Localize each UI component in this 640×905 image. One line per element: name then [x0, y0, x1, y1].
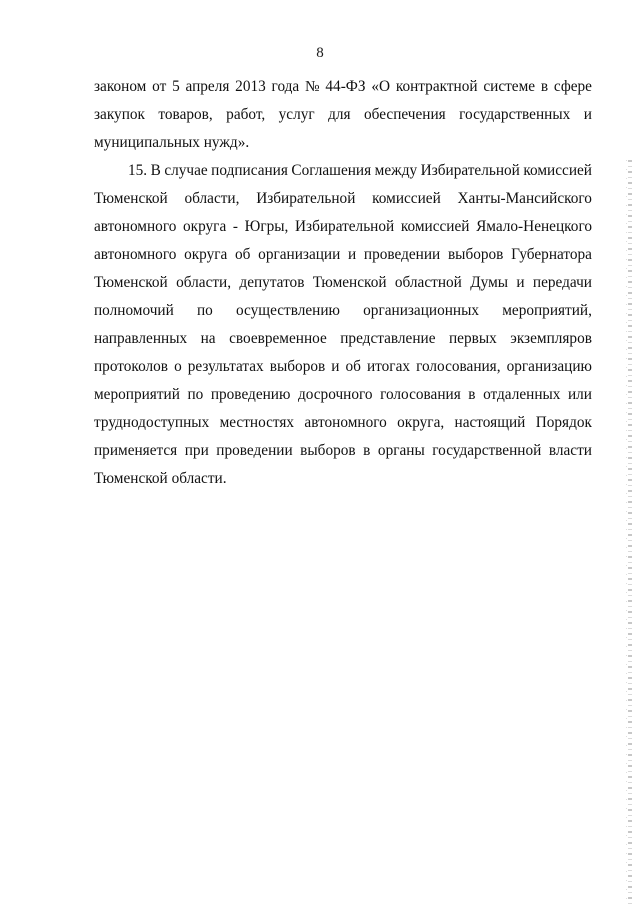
text-word: передачи	[532, 274, 592, 291]
text-word: комиссией	[372, 190, 441, 207]
text-line	[94, 185, 592, 213]
text-line	[94, 409, 592, 437]
text-word: представление	[340, 330, 436, 347]
text-word: и	[348, 246, 357, 263]
text-word: Губернатора	[511, 246, 592, 263]
text-word: по	[197, 302, 213, 319]
text-word: экземпляров	[510, 330, 592, 347]
text-word: Соглашения	[291, 162, 372, 179]
text-word: полномочий	[94, 302, 174, 319]
text-word: №	[305, 78, 320, 95]
text-word: автономного	[94, 246, 177, 263]
text-word: законом	[94, 78, 147, 95]
text-word: голосования	[380, 386, 461, 403]
text-word: об	[345, 358, 361, 375]
text-word: между	[374, 162, 418, 179]
text-word: Избирательной	[420, 162, 520, 179]
text-line	[94, 353, 592, 381]
text-word: округа	[184, 246, 228, 263]
text-word: Тюменской	[94, 190, 168, 207]
text-word: в	[540, 78, 549, 95]
text-word: результатах	[187, 358, 264, 375]
text-line	[94, 297, 592, 325]
page-number: 8	[316, 45, 324, 61]
text-word: выборов	[447, 246, 504, 263]
text-word: направленных	[94, 330, 188, 347]
text-word: случае	[164, 162, 208, 179]
text-word: и	[331, 358, 340, 375]
text-word: закупок	[94, 106, 145, 123]
text-word: сфере	[553, 78, 592, 95]
text-word: на	[200, 330, 216, 347]
text-word: услуг	[278, 106, 315, 123]
body-text	[94, 73, 592, 493]
text-word: первых	[449, 330, 497, 347]
text-word: округа,	[397, 414, 445, 431]
text-word: государственной	[432, 442, 542, 459]
text-word: власти	[548, 442, 592, 459]
text-word: -	[232, 218, 238, 235]
text-word: Думы	[470, 274, 509, 291]
text-word: депутатов	[239, 274, 305, 291]
text-line	[94, 241, 592, 269]
text-word: Порядок	[535, 414, 592, 431]
text-word: работ,	[226, 106, 266, 123]
text-word: Тюменской	[312, 274, 387, 291]
scan-edge-artifact-thin	[626, 160, 627, 905]
text-word: комиссией	[400, 218, 470, 235]
text-word: Избирательной	[294, 218, 395, 235]
text-word: проведении	[216, 442, 293, 459]
text-word: обеспечения	[364, 106, 446, 123]
text-word: системе	[483, 78, 536, 95]
text-word: области,	[184, 190, 240, 207]
text-word: В	[150, 162, 161, 179]
text-word: Ханты-Мансийского	[457, 190, 592, 207]
text-word: своевременное	[229, 330, 327, 347]
text-word: 15.	[128, 162, 148, 179]
text-line	[94, 437, 592, 465]
text-word: досрочного	[297, 386, 373, 403]
text-word: в	[468, 386, 476, 403]
text-word: организацию	[506, 358, 592, 375]
text-word: Ямало-Ненецкого	[476, 218, 592, 235]
text-word: проведению	[210, 386, 291, 403]
text-word: для	[328, 106, 351, 123]
text-word: организации	[258, 246, 341, 263]
text-word: и	[583, 106, 592, 123]
text-word: протоколов	[94, 358, 169, 375]
text-word: настоящий	[454, 414, 526, 431]
scan-edge-artifact	[628, 160, 632, 905]
text-word: или	[567, 386, 592, 403]
text-word: Тюменской	[94, 274, 168, 291]
text-word: применяется	[94, 442, 178, 459]
text-word: отдаленных	[483, 386, 561, 403]
text-word: контрактной	[395, 78, 478, 95]
text-word: в	[363, 442, 371, 459]
text-line	[94, 213, 592, 241]
text-word: от	[152, 78, 167, 95]
text-line	[94, 465, 592, 493]
text-word: при	[184, 442, 209, 459]
text-word: осуществлению	[236, 302, 340, 319]
text-word: округа	[183, 218, 227, 235]
text-word: выборов	[269, 358, 326, 375]
text-word: голосования,	[416, 358, 501, 375]
text-word: проведении	[363, 246, 441, 263]
text-word: труднодоступных	[94, 414, 210, 431]
text-word: и	[516, 274, 525, 291]
text-word: муниципальных нужд».	[94, 134, 250, 151]
text-word: апреля	[185, 78, 230, 95]
text-word: органы	[377, 442, 425, 459]
text-word: об	[235, 246, 251, 263]
text-word: Тюменской области.	[94, 470, 227, 487]
text-word: местностях	[219, 414, 295, 431]
text-line	[94, 157, 592, 185]
text-word: мероприятий	[94, 386, 180, 403]
text-word: Избирательной	[256, 190, 356, 207]
text-line	[94, 129, 592, 157]
text-word: о	[174, 358, 182, 375]
text-word: 44-ФЗ	[325, 78, 366, 95]
text-word: комиссией	[523, 162, 592, 179]
text-word: 5	[172, 78, 180, 95]
text-word: областной	[394, 274, 462, 291]
text-word: подписания	[211, 162, 288, 179]
text-line	[94, 73, 592, 101]
text-word: автономного	[94, 218, 177, 235]
text-word: государственных	[459, 106, 571, 123]
text-line	[94, 381, 592, 409]
text-word: товаров,	[158, 106, 213, 123]
text-word: года	[271, 78, 300, 95]
text-word: 2013	[235, 78, 266, 95]
text-word: организационных	[363, 302, 480, 319]
text-word: по	[187, 386, 204, 403]
text-line	[94, 101, 592, 129]
text-word: области,	[176, 274, 232, 291]
text-word: итогах	[366, 358, 411, 375]
text-word: мероприятий,	[502, 302, 592, 319]
text-line	[94, 269, 592, 297]
text-word: выборов	[300, 442, 356, 459]
text-word: Югры,	[244, 218, 289, 235]
text-word: «О	[371, 78, 391, 95]
text-line	[94, 325, 592, 353]
text-word: автономного	[304, 414, 387, 431]
